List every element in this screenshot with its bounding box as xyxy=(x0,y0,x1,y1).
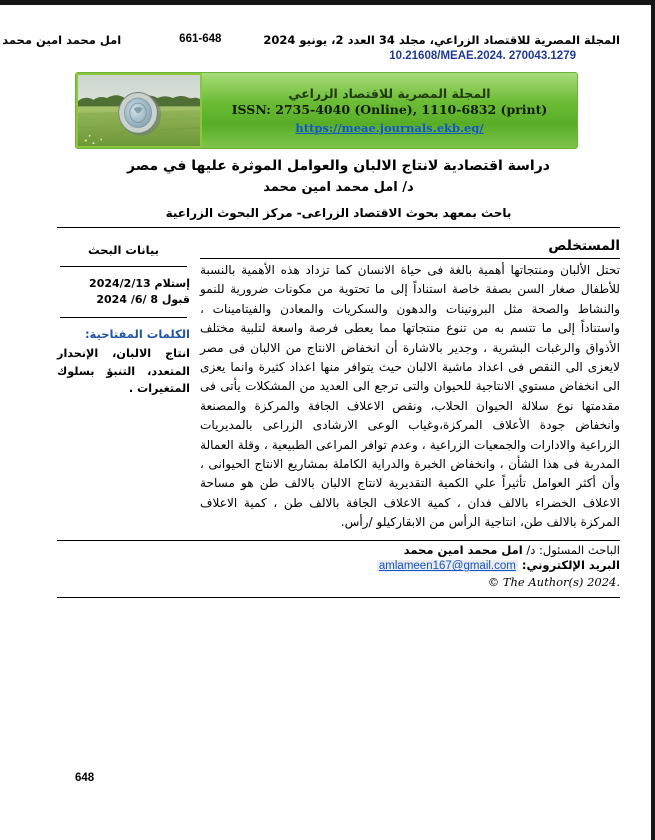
responsible-name: امل محمد امين محمد xyxy=(403,542,523,557)
running-head xyxy=(2,33,620,47)
responsible-researcher-line xyxy=(57,543,620,559)
article-affiliation: باحث بمعهد بحوث الاقتصاد الزراعى- مركز البحوث الزراعية xyxy=(165,206,512,220)
journal-banner xyxy=(75,72,578,149)
accepted-date: قبول 8 /6/ 2024 xyxy=(96,293,190,306)
responsible-label: الباحث المسئول: د/ xyxy=(522,542,620,557)
sidebar-dates xyxy=(57,276,190,308)
sidebar-divider-2 xyxy=(60,317,187,318)
landscape-coin-icon xyxy=(78,75,200,146)
sidebar-divider-1 xyxy=(60,266,187,267)
banner-issn: ISSN: 2735-4040 (Online), 1110-6832 (print) xyxy=(231,102,548,117)
research-data-sidebar xyxy=(57,231,190,533)
sidebar-title: بيانات البحث xyxy=(88,243,159,257)
email-label: البريد الإلكتروني: xyxy=(517,558,620,573)
contact-block xyxy=(57,543,620,591)
page-content xyxy=(2,5,620,598)
banner-journal-title: المجلة المصرية للاقتصاد الزراعي xyxy=(288,86,491,101)
abstract-heading: المستخلص xyxy=(548,238,620,254)
abstract-column xyxy=(200,231,620,533)
page-number: 648 xyxy=(75,772,95,784)
abstract-body: تحتل الألبان ومنتجاتها أهمية بالغة فى حياة الانسان كما تزداد هذه الأهمية بالنسبة للأطفال صغار السن بصفة خاصة استناداً إلى ما تحتوية من مكونات ضرورية للنمو والنشاط والصحة مثل البروتينات والدهون والسكريات والمعادن والفيتامينات ، واستناداً إلى ما تتسم به من تنوع منتجاتها مما يعطى فرصة واسعة لتلبية مختلف الأذواق والرغبات البشرية ، وجدير بالاشارة أن انخفاض الانتاج من الالبان فى مصر لايعزى الى النقص فى اعداد ماشية الالبان حيث يتوافر منها اعداد كثيرة وانما يعزى الى انخفاض مستوي الانتاجية للحيوان والتى ترجع الى العديد من المشكلات يأتى فى مقدمتها نوع سلالة الحيوان الحلاب، ونقص الاعلاف الجافة والمركزة والمصنعة وانخفاض جودة الأعلاف المركزة،وغياب الوعى الارشادى الزراعى بالمديريات الزراعية والادارات والجمعيات الزراعية ، وعدم توافر المراعى الطبيعية ، وقلة العمالة المدربة فى هذا الشأن ، وانخفاض الخبرة والدراية الكاملة بمشاريع الانتاج الحيوانى ، وأن أكثر العوامل تأثيراً علي الكمية التقديرية لانتاج الالبان بالالف طن هو مساحة الاعلاف الخضراء بالالف فدان ، كمية الاعلاف الجافة بالالف طن ، كمية الاعلاف المركزة بالالف طن، انتاجية الرأس من الابقاركيلو /رأس. xyxy=(200,263,620,530)
divider-contact-bottom xyxy=(57,597,620,598)
copyright-notice: © The Author(s) 2024. xyxy=(487,574,620,589)
keywords-text: انتاج الالبان، الإنحدار المتعدد، التنبؤ بسلوك المتغيرات . xyxy=(57,347,190,395)
running-head-journal-line: المجلة المصرية للاقتصاد الزراعي، مجلد 34 العدد 2، يونيو 2024 xyxy=(263,33,620,47)
page-right-border xyxy=(651,0,655,840)
banner-url-link[interactable]: https://meae.journals.ekb.eg/ xyxy=(295,121,484,135)
journal-logo-image xyxy=(76,73,202,148)
two-column-section xyxy=(57,231,620,533)
article-title: دراسة اقتصادية لانتاج الالبان والعوامل الموثرة عليها في مصر xyxy=(127,158,550,174)
article-author: د/ امل محمد امين محمد xyxy=(263,180,414,195)
divider-header-bottom xyxy=(57,227,620,228)
page-top-border xyxy=(0,0,655,5)
divider-contact-top xyxy=(57,540,620,541)
received-date: إستلام 2024/2/13 xyxy=(89,277,190,290)
doi-text: 10.21608/MEAE.2024. 270043.1279 xyxy=(389,50,576,62)
running-head-author: امل محمد امين محمد xyxy=(2,33,122,47)
email-link[interactable]: amlameen167@gmail.com xyxy=(378,560,516,573)
banner-text-block xyxy=(202,73,577,148)
running-head-page-range: 661-648 xyxy=(179,33,222,45)
keywords-label: الكلمات المفتاحية: xyxy=(84,327,190,341)
email-line xyxy=(57,558,620,575)
abstract-heading-divider xyxy=(200,258,620,259)
